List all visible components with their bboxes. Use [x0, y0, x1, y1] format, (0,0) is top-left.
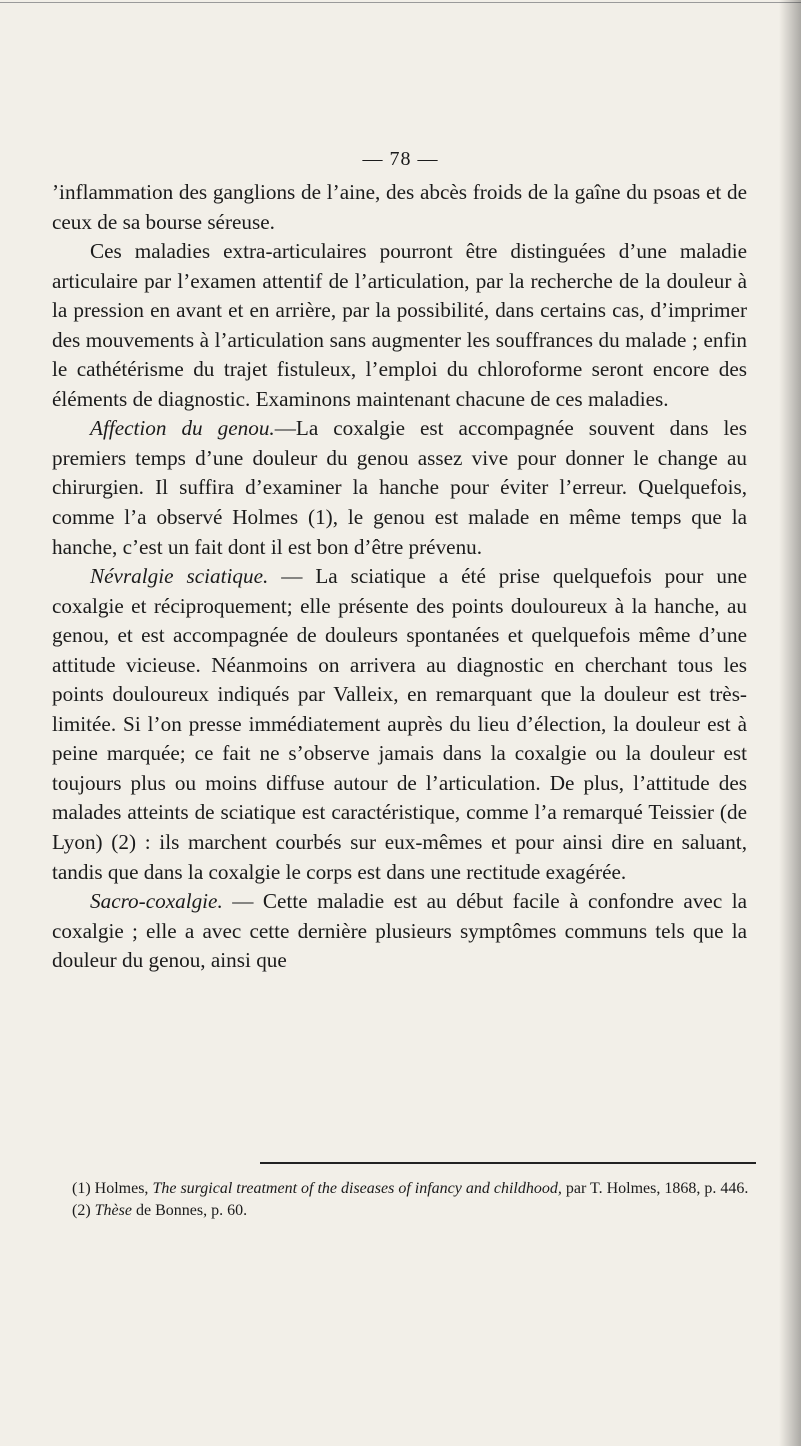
section-title: Affection du genou.	[90, 416, 275, 441]
scan-edge-line	[0, 2, 801, 3]
paragraph-text: — La sciatique a été prise quelquefois pour une coxalgie et réciproquement; elle présente des points douloureux à la hanche, au genou, et est accompagnée de douleurs spontanées et quelquefois même d’une attitude vicieuse. Néanmoins on arrivera au diagnostic en cherchant tous les points douloureux indiqués par Valleix, en remarquant que la douleur est très-limitée. Si l’on presse immédiatement auprès du lieu d’élection, la douleur est à peine marquée; ce fait ne s’observe jamais dans la coxalgie ou la douleur est toujours plus ou moins diffuse autour de l’articulation. De plus, l’attitude des malades atteints de sciatique est caractéristique, comme l’a remarqué Teissier (de Lyon) (2) : ils marchent courbés sur eux-mêmes et pour ainsi dire en saluant, tandis que dans la coxalgie le corps est dans une rectitude exagérée.	[52, 564, 748, 884]
paragraph-text: Ces maladies extra-articulaires pourront être distinguées d’une maladie articulaire par l’examen attentif de l’articulation, par la recherche de la douleur à la pression en avant et en arrière, par la possibilité, dans certains cas, d’imprimer des mouvements à l’articulation sans augmenter les souffrances du malade ; enfin le cathétérisme du trajet fistuleux, l’emploi du chloroforme seront encore des éléments de diagnostic. Examinons maintenant chacune de ces maladies.	[52, 239, 747, 411]
footnote-divider	[260, 1162, 756, 1164]
footnote-title: Thèse	[94, 1201, 132, 1219]
footnote	[72, 1178, 762, 1200]
footnotes	[72, 1178, 762, 1221]
paragraph	[52, 237, 747, 414]
paragraph	[52, 562, 747, 887]
section-title: Sacro-coxalgie.	[90, 889, 223, 914]
footnote-title: The surgical treatment of the diseases of infancy and childhood,	[152, 1180, 562, 1197]
footnote	[72, 1200, 762, 1222]
footnote-text: par T. Holmes, 1868, p. 446.	[561, 1180, 749, 1197]
paragraph-text: ’inflammation des ganglions de l’aine, des abcès froids de la gaîne du psoas et de ceux de sa bourse séreuse.	[52, 180, 747, 234]
paragraph-text: —La coxalgie est accompagnée souvent dans les premiers temps d’une douleur du genou assez vive pour donner le change au chirurgien. Il suffira d’examiner la hanche pour éviter l’erreur. Quelquefois, comme l’a observé Holmes (1), le genou est malade en même temps que la hanche, c’est un fait dont il est bon d’être prévenu.	[52, 416, 748, 559]
paragraph	[52, 178, 747, 237]
paragraph-text: — Cette maladie est au début facile à confondre avec la coxalgie ; elle a avec cette dernière plusieurs symptômes communs tels que la douleur du genou, ainsi que	[52, 889, 747, 973]
page-number: — 78 —	[362, 148, 439, 170]
paragraph	[52, 887, 747, 976]
section-title: Névralgie sciatique.	[90, 564, 269, 589]
footnote-text: (2)	[72, 1201, 95, 1219]
body-text	[52, 178, 747, 976]
paragraph	[52, 414, 747, 562]
footnote-text: de Bonnes, p. 60.	[131, 1201, 248, 1219]
page-edge-shadow	[779, 0, 801, 1446]
footnote-text: (1) Holmes,	[72, 1180, 153, 1197]
